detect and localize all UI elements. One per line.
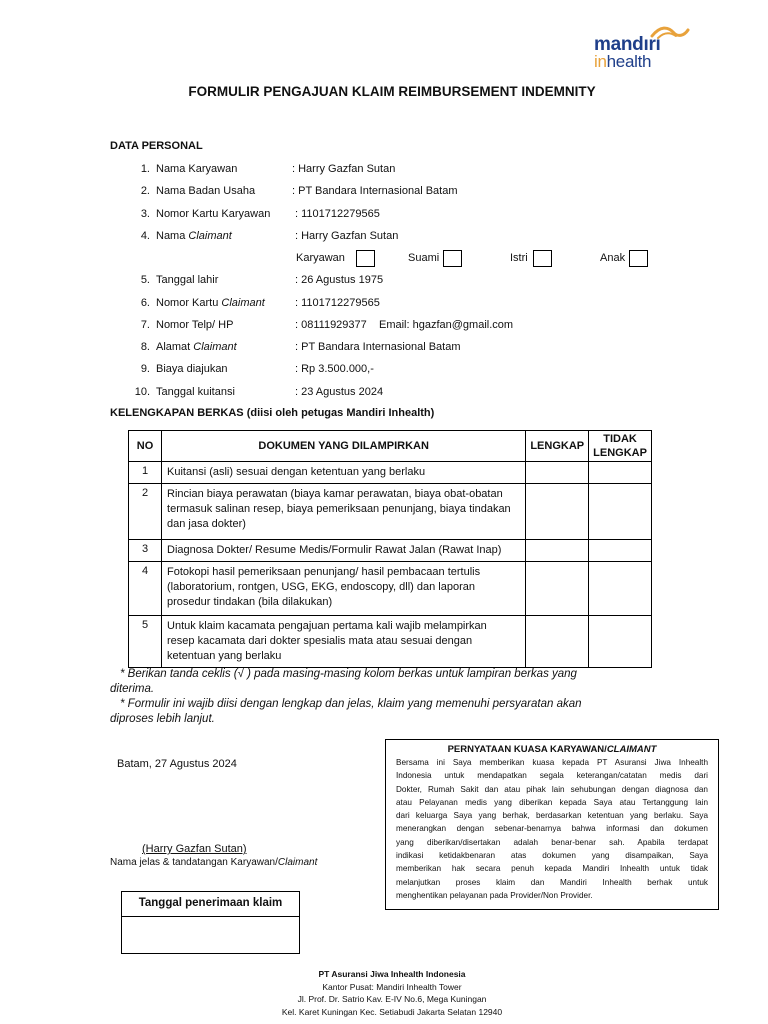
- personal-row-value: : 08111929377 Email: hgazfan@gmail.com: [295, 319, 514, 331]
- footer-line-1: Kantor Pusat: Mandiri Inhealth Tower: [322, 981, 462, 992]
- personal-row-value: : 26 Agustus 1975: [295, 274, 384, 286]
- table-row: [129, 484, 652, 540]
- tanggal-penerimaan-box: [121, 891, 300, 954]
- personal-row: [0, 363, 768, 379]
- relation-label-anak: Anak: [600, 252, 626, 264]
- kuasa-line: indikasi ketidakbenaran atas dokumen yang disampaikan, Saya: [396, 851, 708, 861]
- footer-line-3: Kel. Karet Kuningan Kec. Setiabudi Jakarta Selatan 12940: [281, 1006, 503, 1017]
- table-row: [129, 540, 652, 562]
- header-lengkap: LENGKAP: [526, 431, 589, 462]
- personal-row: [0, 208, 768, 224]
- checkbox-anak[interactable]: [629, 250, 648, 267]
- personal-row: [0, 297, 768, 313]
- table-row: [129, 616, 652, 668]
- form-title: FORMULIR PENGAJUAN KLAIM REIMBURSEMENT INDEMNITY: [188, 84, 596, 99]
- logo-word-mandiri: mandırı: [594, 34, 661, 55]
- row-document: Rincian biaya perawatan (biaya kamar perawatan, biaya obat-obatan termasuk salinan resep, biaya pemeriksaan penunjang, biaya tindakan dan jasa dokter): [162, 484, 526, 540]
- document-checklist-table: [128, 430, 652, 668]
- lengkap-cell[interactable]: [526, 484, 589, 540]
- checkbox-karyawan[interactable]: [356, 250, 375, 267]
- relation-label-karyawan: Karyawan: [296, 252, 345, 264]
- personal-row-number: 3.: [140, 208, 150, 220]
- personal-row-number: 6.: [140, 297, 150, 309]
- header-dokumen: DOKUMEN YANG DILAMPIRKAN: [162, 431, 526, 462]
- personal-row-label: Tanggal kuitansi: [156, 386, 235, 398]
- checkbox-istri[interactable]: [533, 250, 552, 267]
- table-row: [129, 462, 652, 484]
- kuasa-line: Bersama ini Saya memberikan kuasa kepada PT Asuransi Jiwa Inhealth: [396, 758, 708, 767]
- note-formulir: * Formulir ini wajib diisi dengan lengkap dan jelas, klaim yang memenuhi persyaratan akan diproses lebih lanjut.: [110, 698, 582, 725]
- row-number: 4: [129, 562, 162, 616]
- kuasa-line: dari keluarga Saya yang berhak, berdasarkan ketentuan yang berlaku. Saya: [396, 811, 708, 821]
- kuasa-line: Indonesia untuk mendapatkan segala keterangan/catatan medis dari: [396, 771, 708, 781]
- personal-row-number: 10.: [134, 386, 150, 398]
- table-header-row: [129, 431, 652, 462]
- row-document: Diagnosa Dokter/ Resume Medis/Formulir Rawat Jalan (Rawat Inap): [162, 540, 526, 562]
- header-tidak-lengkap: TIDAK LENGKAP: [589, 431, 652, 462]
- personal-row-label: Nama Badan Usaha: [156, 185, 256, 197]
- personal-row-number: 1.: [140, 163, 150, 175]
- personal-row-label: Nama Claimant: [156, 230, 232, 242]
- row-number: 1: [129, 462, 162, 484]
- kuasa-title: PERNYATAAN KUASA KARYAWAN/CLAIMANT: [447, 744, 657, 755]
- checkbox-suami[interactable]: [443, 250, 462, 267]
- personal-row-value: : Rp 3.500.000,-: [295, 363, 374, 375]
- tidak-lengkap-cell[interactable]: [589, 540, 652, 562]
- personal-row-number: 7.: [140, 319, 150, 331]
- personal-row: [0, 386, 768, 402]
- personal-row-label: Nama Karyawan: [156, 163, 238, 175]
- relation-label-istri: Istri: [510, 252, 528, 264]
- personal-row: [0, 185, 768, 201]
- kuasa-line: yang diberikan/disertakan adalah benar-benar sah. Apabila terdapat: [396, 837, 708, 847]
- personal-row-label: Nomor Telp/ HP: [156, 319, 234, 331]
- personal-row-label: Nomor Kartu Claimant: [156, 297, 265, 309]
- tidak-lengkap-cell[interactable]: [589, 462, 652, 484]
- kuasa-line: menghentikan pelayanan pada Provider/Non Provider.: [396, 890, 593, 900]
- personal-row-value: : 1101712279565: [295, 208, 380, 220]
- note-checkmark: * Berikan tanda ceklis (√ ) pada masing-masing kolom berkas untuk lampiran berkas yang diterima.: [110, 668, 577, 695]
- personal-row-label: Biaya diajukan: [156, 363, 228, 375]
- section-data-personal: DATA PERSONAL: [110, 140, 203, 152]
- lengkap-cell[interactable]: [526, 540, 589, 562]
- personal-row: [0, 319, 768, 335]
- pernyataan-kuasa-box: [385, 739, 719, 910]
- lengkap-cell[interactable]: [526, 616, 589, 668]
- personal-row-number: 9.: [140, 363, 150, 375]
- footer-line-2: Jl. Prof. Dr. Satrio Kav. E-IV No.6, Mega Kuningan: [297, 994, 487, 1004]
- relation-label-suami: Suami: [408, 252, 440, 264]
- tanggal-penerimaan-label: Tanggal penerimaan klaim: [122, 892, 299, 917]
- personal-row: [0, 341, 768, 357]
- row-number: 2: [129, 484, 162, 540]
- personal-row-label: Tanggal lahir: [156, 274, 219, 286]
- row-number: 5: [129, 616, 162, 668]
- personal-row-value: : PT Bandara Internasional Batam: [295, 341, 461, 353]
- lengkap-cell[interactable]: [526, 462, 589, 484]
- personal-row-label: Alamat Claimant: [156, 341, 237, 353]
- kuasa-line: memberikan hak secara penuh kepada Mandiri Inhealth untuk tidak: [396, 864, 708, 874]
- personal-row-value: : PT Bandara Internasional Batam: [292, 185, 458, 197]
- personal-row-number: 4.: [140, 230, 150, 242]
- personal-row: [0, 274, 768, 290]
- row-number: 3: [129, 540, 162, 562]
- tidak-lengkap-cell[interactable]: [589, 616, 652, 668]
- personal-row: [0, 230, 768, 246]
- personal-row-value: : Harry Gazfan Sutan: [295, 230, 399, 242]
- kuasa-line: melanjutkan proses klaim dan Mandiri Inhealth berhak untuk: [396, 877, 708, 887]
- signer-name: (Harry Gazfan Sutan): [142, 843, 247, 855]
- footer-company: PT Asuransi Jiwa Inhealth Indonesia: [318, 969, 466, 979]
- kuasa-line: Dokter, Rumah Sakit dan atau pihak lain sehubungan dengan diagnosa dan: [396, 784, 708, 794]
- kuasa-line: atau Pelayanan medis yang diberikan kepada Saya atau Tertanggung lain: [396, 797, 708, 807]
- signature-caption: Nama jelas & tandatangan Karyawan/Claimant: [110, 857, 318, 868]
- row-document: Fotokopi hasil pemeriksaan penunjang/ hasil pembacaan tertulis (laboratorium, rontgen, USG, EKG, endoscopy, dll) dan laporan prosedur tindakan (bila dilakukan): [162, 562, 526, 616]
- personal-row-number: 2.: [140, 185, 150, 197]
- table-row: [129, 562, 652, 616]
- personal-row-value: : 1101712279565: [295, 297, 380, 309]
- personal-row-number: 8.: [140, 341, 150, 353]
- tidak-lengkap-cell[interactable]: [589, 484, 652, 540]
- sign-place-date: Batam, 27 Agustus 2024: [117, 758, 237, 770]
- lengkap-cell[interactable]: [526, 562, 589, 616]
- footer: [0, 968, 768, 1018]
- personal-row-label: Nomor Kartu Karyawan: [156, 208, 271, 220]
- header-no: NO: [129, 431, 162, 462]
- row-document: Untuk klaim kacamata pengajuan pertama kali wajib melampirkan resep kacamata dari dokter spesialis mata atau sesuai dengan ketentuan yang berlaku: [162, 616, 526, 668]
- kuasa-line: menerangkan dengan sebenar-benarnya bahwa informasi dan dokumen: [396, 824, 708, 834]
- personal-row-value: : 23 Agustus 2024: [295, 386, 384, 398]
- tanggal-penerimaan-field[interactable]: [122, 917, 299, 954]
- logo-word-inhealth: inhealth: [594, 52, 652, 71]
- section-kelengkapan-berkas: KELENGKAPAN BERKAS (diisi oleh petugas Mandiri Inhealth): [110, 407, 435, 419]
- personal-row: [0, 163, 768, 179]
- kuasa-body: [396, 756, 708, 902]
- mandiri-inhealth-logo: [594, 22, 694, 70]
- tidak-lengkap-cell[interactable]: [589, 562, 652, 616]
- row-document: Kuitansi (asli) sesuai dengan ketentuan yang berlaku: [162, 462, 526, 484]
- personal-row-number: 5.: [140, 274, 150, 286]
- personal-row-value: : Harry Gazfan Sutan: [292, 163, 396, 175]
